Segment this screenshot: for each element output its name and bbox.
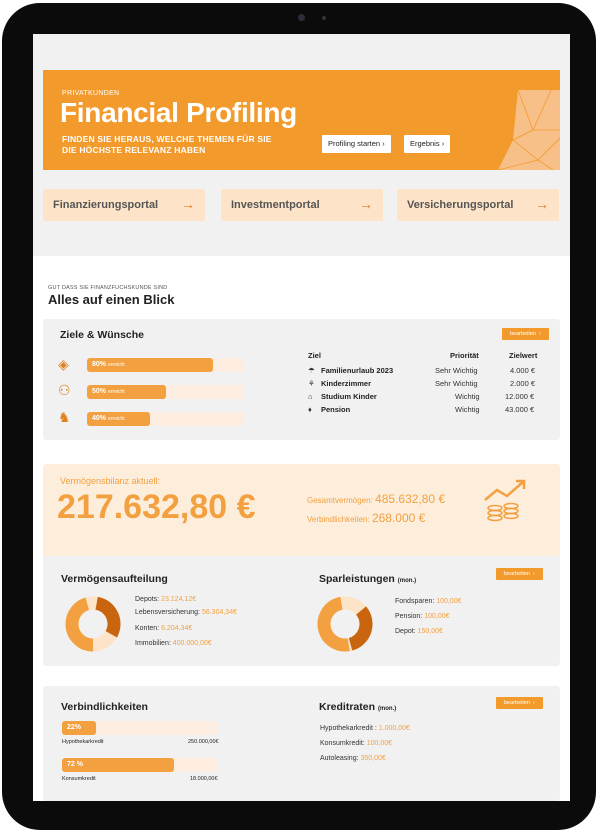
goal-progress-3: 40% erreicht (87, 412, 244, 426)
result-button[interactable]: Ergebnis › (404, 135, 450, 153)
pension-icon: ♦ (308, 405, 312, 414)
allocation-item: Depots: 23.124,12€ (135, 596, 197, 603)
balance-label: Vermögensbilanz aktuell: (60, 476, 161, 486)
liabilities-title: Verbindlichkeiten (61, 701, 148, 713)
credit-edit-button[interactable]: bearbeiten › (496, 697, 543, 709)
allocation-item: Konten: 6.204,34€ (135, 625, 193, 632)
credit-item: Hypothekarkredit : 1.000,00€ (320, 725, 410, 732)
credit-item: Konsumkredit: 100,00€ (320, 740, 393, 747)
assets-row: Gesamtvermögen: 485.632,80 € (307, 492, 446, 506)
goals-card: Ziele & Wünsche bearbeiten › ◈ 80% erreicht ⚇ 50% erreicht ♞ 40% erreicht Ziel Priorität Zielwert ☂ Familienurlaub 2023 Sehr Wichtig 4.000 € ⚘ Kinderzimmer Sehr Wichtig 2.000 € ⌂ Studium Kinder Wichtig 12.000 € ♦ Pension Wichtig 43.000 € (43, 319, 560, 440)
fox-logo-icon (498, 90, 560, 170)
rocking-horse-icon: ♞ (58, 409, 71, 425)
portal-insurance[interactable]: Versicherungsportal → (397, 189, 559, 221)
balance-value: 217.632,80 € (57, 488, 256, 526)
diamond-icon: ◈ (58, 356, 69, 372)
tablet-frame (2, 3, 596, 830)
chevron-right-icon: › (382, 139, 385, 148)
coins-growth-icon (483, 478, 531, 522)
credit-item: Autoleasing: 350,00€ (320, 755, 386, 762)
goal-progress-1: 80% erreicht (87, 358, 244, 372)
allocation-item: Lebensversicherung: 56.304,34€ (135, 609, 237, 616)
arrow-right-icon: → (535, 196, 549, 212)
portal-investment[interactable]: Investmentportal → (221, 189, 383, 221)
goals-title: Ziele & Wünsche (60, 329, 145, 341)
savings-item: Pension: 100,00€ (395, 613, 450, 620)
liability-progress-1: 22% (62, 721, 217, 735)
allocation-donut-chart (63, 594, 123, 654)
savings-donut-chart (315, 594, 375, 654)
savings-item: Depot: 150,00€ (395, 628, 443, 635)
app-screen (33, 34, 570, 801)
liability-progress-2: 72 % (62, 758, 217, 772)
goal-progress-2: 50% erreicht (87, 385, 244, 399)
liabilities-row: Verbindlichkeiten: 268.000 € (307, 511, 426, 525)
hero-kicker: PRIVATKUNDEN (62, 90, 120, 97)
goals-edit-button[interactable]: bearbeiten › (502, 328, 549, 340)
graduation-icon: ⌂ (308, 392, 313, 401)
overview-title: Alles auf einen Blick (48, 292, 175, 307)
profiling-start-button[interactable]: Profiling starten › (322, 135, 391, 153)
savings-item: Fondsparen: 100,00€ (395, 598, 462, 605)
savings-edit-button[interactable]: bearbeiten › (496, 568, 543, 580)
liabilities-card: Verbindlichkeiten 22% Hypothekarkredit 250.000,00€ 72 % Konsumkredit 18.000,00€ Kreditraten (mon.) bearbeiten › Hypothekarkredit : 1.000,00€ Konsumkredit: 100,00€ Autoleasing: 350,00€ (43, 686, 560, 801)
nursery-icon: ⚘ (308, 379, 315, 388)
allocation-title: Vermögensaufteilung (61, 573, 168, 585)
portal-financing[interactable]: Finanzierungsportal → (43, 189, 205, 221)
hero-subtitle: FINDEN SIE HERAUS, WELCHE THEMEN FÜR SIE DIE HÖCHSTE RELEVANZ HABEN (62, 134, 272, 155)
col-target: Zielwert (509, 351, 538, 360)
vacation-icon: ☂ (308, 366, 315, 375)
col-goal: Ziel (308, 351, 321, 360)
hero-banner (43, 70, 560, 170)
camera-icon (298, 14, 305, 21)
hero-title: Financial Profiling (60, 97, 297, 128)
col-priority: Priorität (450, 351, 479, 360)
overview-caption: GUT DASS SIE FINANZFUCHSKUNDE SIND (48, 285, 168, 291)
family-icon: ⚇ (58, 382, 71, 398)
sensor-icon (322, 16, 326, 20)
allocation-item: Immobilien: 400.000,00€ (135, 640, 212, 647)
credit-title: Kreditraten (mon.) (319, 701, 397, 713)
arrow-right-icon: → (181, 196, 195, 212)
balance-card (43, 464, 560, 561)
arrow-right-icon: → (359, 196, 373, 212)
chevron-right-icon: › (441, 139, 445, 148)
savings-title: Sparleistungen (mon.) (319, 573, 417, 585)
allocation-card (43, 556, 560, 666)
